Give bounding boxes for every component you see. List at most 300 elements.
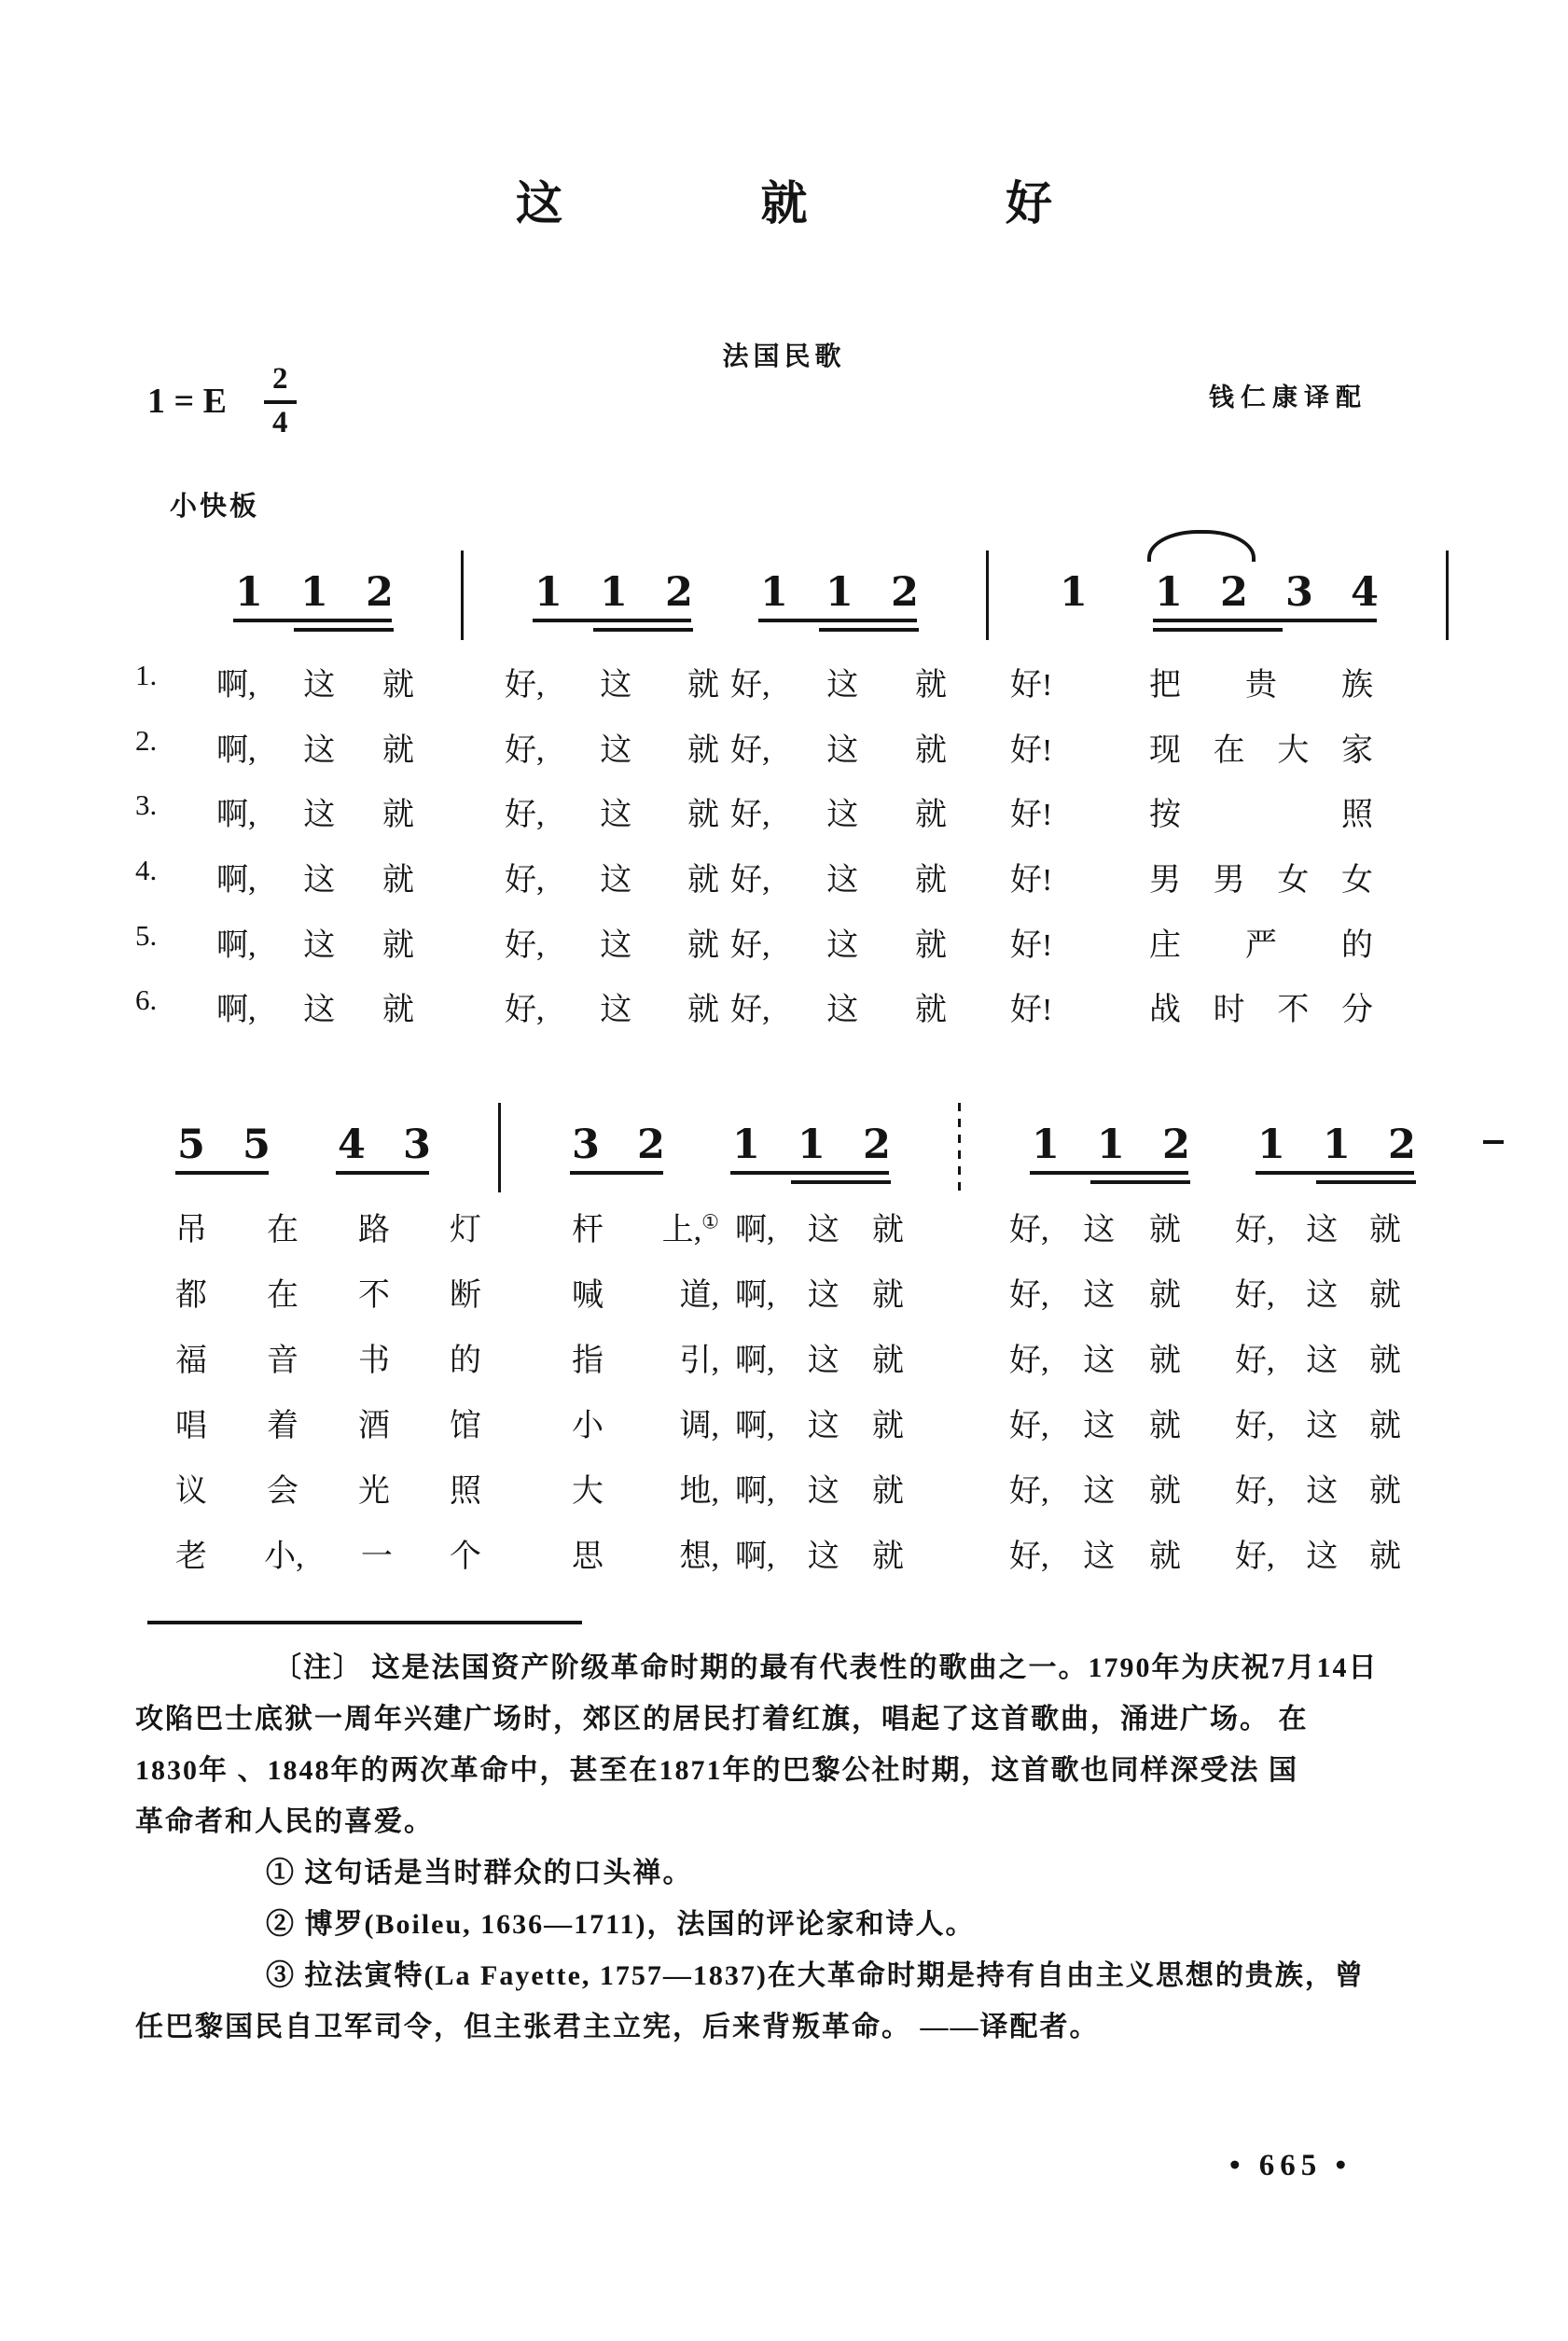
lyric-syllable: 就 (872, 1213, 904, 1247)
verse-row (0, 854, 1568, 899)
verse-number (135, 724, 187, 758)
verse-row (0, 983, 1568, 1028)
lyric-syllable: 就 (1369, 1474, 1401, 1509)
footnote-line: 任巴黎国民自卫军司令，但主张君主立宪，后来背叛革命。 ——译配者。 (135, 2012, 1100, 2042)
note-group (177, 1122, 271, 1168)
lyric-cell (735, 1269, 904, 1315)
note-digit: 5 (243, 1122, 271, 1168)
lyric-cell (1149, 919, 1373, 965)
lyric-cell (175, 1400, 481, 1445)
note-group (235, 569, 394, 616)
lyric-syllable: 就 (872, 1540, 904, 1574)
lyric-syllable: 这 (826, 863, 859, 898)
lyric-syllable: 一 (360, 1540, 393, 1574)
beam-line-2 (1316, 1180, 1416, 1184)
lyric-syllable: 就 (1149, 1409, 1181, 1443)
footnote-line: 1830年 、1848年的两次革命中，甚至在1871年的巴黎公社时期，这首歌也同样深受法 国 (135, 1755, 1298, 1786)
lyric-syllable: 好, (505, 928, 545, 963)
music-line-1 (235, 569, 1449, 640)
lyric-syllable: 这 (600, 993, 632, 1027)
barline (986, 550, 989, 640)
lyric-cell (735, 1465, 904, 1511)
lyric-syllable: 就 (1369, 1540, 1401, 1574)
lyric-syllable: 这 (600, 798, 632, 832)
lyric-cell (1009, 1269, 1181, 1315)
lyric-syllable: 就 (687, 993, 719, 1027)
beam-line (336, 1171, 429, 1175)
lyric-syllable: 这 (826, 733, 859, 768)
verse-row (0, 1334, 1568, 1379)
lyric-syllable: 调, (679, 1409, 719, 1443)
lyric-syllable: 就 (915, 798, 947, 832)
arranger-credit: 钱仁康译配 (1209, 383, 1367, 411)
lyric-cell (730, 854, 947, 899)
lyric-syllable: 在 (267, 1213, 298, 1247)
lyric-syllable: 灯 (450, 1213, 481, 1247)
note-digit: 1 (534, 569, 562, 616)
lyric-syllable: 这 (1306, 1540, 1339, 1574)
lyric-cell (572, 1334, 719, 1380)
beam-line-2 (593, 628, 693, 632)
lyric-syllable: 1. (135, 659, 158, 691)
beam-line (533, 619, 691, 622)
note-group (760, 569, 919, 616)
verse-row (0, 1465, 1568, 1510)
lyric-cell (1009, 1465, 1181, 1511)
lyric-cell (1009, 1204, 1181, 1249)
lyric-cell (730, 724, 947, 770)
lyric-syllable: 都 (175, 1278, 207, 1313)
lyric-syllable: 思 (572, 1540, 604, 1574)
lyric-syllable: 好, (1235, 1474, 1275, 1509)
lyric-cell (216, 788, 414, 834)
lyric-syllable: 这 (807, 1344, 840, 1378)
lyric-cell (1010, 724, 1075, 770)
lyric-syllable: 就 (915, 863, 947, 898)
lyric-syllable: 就 (872, 1344, 904, 1378)
source-label: 法国民歌 (722, 342, 846, 371)
note-digit: 1 (235, 569, 263, 616)
note-digit: 1 (1097, 1122, 1125, 1168)
lyric-cell (505, 919, 719, 965)
page-title: 这 就 好 (516, 177, 1145, 230)
lyric-cell (730, 919, 947, 965)
footnote-line: 革命者和人民的喜爱。 (135, 1806, 434, 1837)
lyric-syllable: 这 (303, 863, 336, 898)
key-and-time-signature (147, 362, 297, 441)
beam-line (570, 1171, 663, 1175)
lyric-syllable: 这 (1083, 1278, 1116, 1313)
note-digit: 5 (177, 1122, 205, 1168)
lyric-syllable: 就 (687, 668, 719, 703)
verse-row (0, 1204, 1568, 1248)
lyric-syllable: 这 (1306, 1474, 1339, 1509)
verse-number (135, 919, 187, 953)
lyric-syllable: 啊, (216, 993, 257, 1027)
lyric-cell (1235, 1269, 1401, 1315)
lyric-cell (175, 1204, 481, 1249)
lyric-syllable: 路 (358, 1213, 390, 1247)
lyric-syllable: 光 (358, 1474, 390, 1509)
lyric-syllable: 就 (382, 668, 414, 703)
lyric-syllable: 喊 (572, 1278, 604, 1313)
lyric-syllable: 想, (679, 1540, 719, 1574)
lyric-syllable: 这 (1083, 1474, 1116, 1509)
lyric-syllable: 这 (807, 1213, 840, 1247)
lyric-syllable: 就 (915, 733, 947, 768)
lyric-syllable: 好! (1010, 863, 1053, 898)
lyric-syllable: 就 (1149, 1474, 1181, 1509)
verse-row (0, 659, 1568, 704)
lyric-syllable: 这 (303, 928, 336, 963)
lyric-syllable: 道, (679, 1278, 719, 1313)
lyric-syllable: 就 (1149, 1540, 1181, 1574)
note-group (1155, 569, 1379, 616)
lyric-syllable: 好, (1009, 1409, 1049, 1443)
lyric-cell (175, 1334, 481, 1380)
lyric-syllable: 断 (450, 1278, 481, 1313)
lyric-syllable: 这 (600, 733, 632, 768)
verse-number (135, 659, 187, 692)
lyric-syllable: 就 (872, 1409, 904, 1443)
lyric-syllable: 好, (730, 928, 770, 963)
lyric-syllable: 指 (572, 1344, 604, 1378)
lyric-syllable: 会 (267, 1474, 298, 1509)
lyric-cell (505, 788, 719, 834)
verse-row (0, 1400, 1568, 1444)
lyric-cell (1149, 724, 1373, 770)
beam-line (1153, 619, 1377, 622)
lyric-cell (505, 983, 719, 1029)
lyric-syllable: 就 (872, 1474, 904, 1509)
lyric-cell (735, 1530, 904, 1576)
lyric-syllable: 这 (1083, 1213, 1116, 1247)
lyric-syllable: 啊, (735, 1344, 775, 1378)
lyric-syllable: 唱 (175, 1409, 207, 1443)
beam-line (233, 619, 392, 622)
lyric-syllable: 这 (600, 668, 632, 703)
note-digit: 1 (600, 569, 628, 616)
lyric-syllable: 好, (505, 798, 545, 832)
lyric-syllable: 好! (1010, 668, 1053, 703)
lyric-syllable: 好, (1235, 1344, 1275, 1378)
footnote-ref-1: ① (701, 1210, 719, 1233)
lyric-cell (1149, 983, 1373, 1029)
lyric-syllable: 照 (1341, 798, 1373, 832)
lyric-syllable: 这 (807, 1474, 840, 1509)
lyric-cell (735, 1400, 904, 1445)
beam-line (758, 619, 917, 622)
lyric-syllable: 好, (505, 668, 545, 703)
note-digit: 4 (1351, 569, 1379, 616)
lyric-syllable: 就 (915, 668, 947, 703)
note-digit: 2 (366, 569, 394, 616)
note-group (534, 569, 693, 616)
note-digit: 3 (572, 1122, 600, 1168)
lyric-syllable: 现 (1149, 733, 1181, 768)
lyric-syllable: 上,① (661, 1210, 719, 1247)
beam-line (175, 1171, 269, 1175)
lyric-syllable: 好! (1010, 928, 1053, 963)
lyric-syllable: 这 (826, 668, 859, 703)
verse-row (0, 724, 1568, 769)
lyric-cell (1235, 1530, 1401, 1576)
lyric-syllable: 女 (1277, 863, 1310, 898)
lyric-syllable: 音 (267, 1344, 298, 1378)
lyric-syllable: 着 (267, 1409, 298, 1443)
lyric-syllable: 就 (1149, 1213, 1181, 1247)
barline-dashed (958, 1103, 961, 1192)
lyric-cell (572, 1400, 719, 1445)
lyric-syllable: 照 (450, 1474, 481, 1509)
lyric-cell (175, 1530, 481, 1576)
lyric-syllable: 的 (1341, 928, 1373, 963)
lyric-cell (216, 854, 414, 899)
lyric-syllable: 这 (1306, 1278, 1339, 1313)
lyric-syllable: 吊 (175, 1213, 207, 1247)
note-digit: 3 (1285, 569, 1313, 616)
lyric-syllable: 好, (1235, 1213, 1275, 1247)
lyric-syllable: 好, (505, 863, 545, 898)
lyric-syllable: 这 (600, 928, 632, 963)
verse-number (135, 788, 187, 822)
note-group (1257, 1122, 1416, 1168)
verse-number (135, 983, 187, 1017)
lyric-syllable: 就 (687, 863, 719, 898)
footnote-block (135, 1642, 1452, 2053)
lyric-syllable: 好, (1009, 1344, 1049, 1378)
note-digit: 1 (1257, 1122, 1285, 1168)
note-digit: 1 (760, 569, 788, 616)
lyric-cell (572, 1269, 719, 1315)
lyric-cell (730, 788, 947, 834)
lyric-syllable: 啊, (216, 798, 257, 832)
lyric-cell (1010, 919, 1075, 965)
note-digit: 2 (637, 1122, 665, 1168)
lyric-syllable: 就 (687, 798, 719, 832)
lyric-syllable: 这 (1083, 1344, 1116, 1378)
lyric-syllable: 这 (807, 1409, 840, 1443)
lyric-syllable: 小 (572, 1409, 604, 1443)
lyric-syllable: 好, (730, 733, 770, 768)
lyric-syllable: 小, (264, 1540, 304, 1574)
lyric-syllable: 这 (826, 928, 859, 963)
footnote-line: 攻陷巴士底狱一周年兴建广场时，郊区的居民打着红旗，唱起了这首歌曲，涌进广场。 在 (135, 1704, 1309, 1735)
lyric-syllable: 这 (1306, 1213, 1339, 1247)
lyric-syllable: 啊, (735, 1474, 775, 1509)
lyric-syllable: 分 (1340, 993, 1373, 1027)
slur-arc (1147, 530, 1256, 562)
note-digit: 1 (1060, 569, 1088, 616)
lyric-syllable: 时 (1213, 993, 1245, 1027)
lyric-syllable: 啊, (216, 733, 257, 768)
lyric-syllable: 啊, (216, 668, 257, 703)
barline (461, 550, 464, 640)
note-group (572, 1122, 665, 1168)
lyric-syllable: 这 (1083, 1540, 1116, 1574)
lyric-syllable: 在 (1213, 733, 1245, 768)
key-signature: 1 = E (147, 382, 227, 422)
lyric-syllable: 就 (1369, 1409, 1401, 1443)
lyric-syllable: 严 (1245, 928, 1277, 963)
lyric-syllable: 4. (135, 854, 158, 886)
note-digit: 2 (1388, 1122, 1416, 1168)
lyric-cell (1235, 1204, 1401, 1249)
beam-line-2 (294, 628, 394, 632)
lyric-syllable: 好, (1009, 1540, 1049, 1574)
lyric-syllable: 好, (1235, 1540, 1275, 1574)
lyric-syllable: 就 (915, 993, 947, 1027)
beam-line (1030, 1171, 1188, 1175)
lyric-syllable: 啊, (735, 1409, 775, 1443)
lyric-cell (1010, 659, 1075, 704)
lyric-syllable: 这 (303, 733, 336, 768)
lyric-syllable: 家 (1340, 733, 1373, 768)
beam-line-2 (819, 628, 919, 632)
lyric-syllable: 贵 (1245, 668, 1277, 703)
verse-row (0, 919, 1568, 964)
lyric-syllable: 就 (382, 928, 414, 963)
lyric-syllable: 6. (135, 983, 158, 1016)
lyric-cell (572, 1465, 719, 1511)
lyric-syllable: 就 (687, 928, 719, 963)
note-digit: 3 (403, 1122, 431, 1168)
lyric-syllable: 馆 (450, 1409, 481, 1443)
lyric-syllable: 杆 (572, 1213, 604, 1247)
lyric-cell (175, 1269, 481, 1315)
barline (498, 1103, 501, 1192)
lyric-cell (505, 854, 719, 899)
lyric-syllable: 就 (1149, 1344, 1181, 1378)
lyric-syllable: 不 (1277, 993, 1310, 1027)
lyric-cell (1010, 854, 1075, 899)
lyric-cell (216, 983, 414, 1029)
lyric-cell (1149, 854, 1373, 899)
lyric-cell (1235, 1400, 1401, 1445)
lyric-syllable: 就 (1369, 1278, 1401, 1313)
lyric-syllable: 议 (175, 1474, 207, 1509)
lyric-syllable: 就 (382, 798, 414, 832)
lyric-syllable: 这 (807, 1540, 840, 1574)
music-line-2 (177, 1122, 1504, 1192)
lyric-cell (572, 1530, 719, 1576)
lyric-syllable: 这 (600, 863, 632, 898)
lyric-syllable: 男 (1213, 863, 1245, 898)
note-digit: 2 (1220, 569, 1248, 616)
lyric-syllable: 好, (730, 993, 770, 1027)
lyric-syllable: 不 (358, 1278, 390, 1313)
note-digit: 1 (300, 569, 328, 616)
verse-row (0, 788, 1568, 833)
lyric-cell (1149, 659, 1373, 704)
lyric-syllable: 啊, (735, 1213, 775, 1247)
lyric-syllable: 好, (730, 863, 770, 898)
time-signature-denominator: 4 (272, 405, 288, 439)
lyric-cell (1010, 983, 1075, 1029)
note-group (1060, 569, 1088, 616)
note-digit: 2 (863, 1122, 891, 1168)
barline (1446, 550, 1449, 640)
footnote-line: 〔注〕 这是法国资产阶级革命时期的最有代表性的歌曲之一。1790年为庆祝7月14日 (273, 1652, 1379, 1683)
lyric-syllable: 庄 (1149, 928, 1181, 963)
lyric-cell (735, 1204, 904, 1249)
lyric-syllable: 啊, (735, 1540, 775, 1574)
beam-line-2 (791, 1180, 891, 1184)
footnote-divider (147, 1621, 582, 1624)
lyric-syllable: 按 (1149, 798, 1181, 832)
lyric-syllable: 书 (358, 1344, 390, 1378)
lyric-syllable: 男 (1149, 863, 1181, 898)
lyric-syllable: 的 (450, 1344, 481, 1378)
lyric-syllable: 这 (1083, 1409, 1116, 1443)
lyric-cell (1235, 1334, 1401, 1380)
lyric-syllable: 好, (1009, 1474, 1049, 1509)
lyric-syllable: 好! (1010, 798, 1053, 832)
lyric-syllable: 3. (135, 788, 158, 821)
lyric-cell (1149, 788, 1373, 834)
lyric-syllable: 好, (730, 798, 770, 832)
beam-line (1256, 1171, 1414, 1175)
lyric-syllable: 这 (303, 993, 336, 1027)
beam-line-2 (1090, 1180, 1190, 1184)
lyric-syllable: 这 (807, 1278, 840, 1313)
lyric-cell (175, 1465, 481, 1511)
time-signature (264, 362, 297, 441)
verse-number (135, 854, 187, 887)
lyric-cell (216, 919, 414, 965)
lyric-syllable: 个 (449, 1540, 481, 1574)
lyric-cell (216, 659, 414, 704)
note-group (732, 1122, 891, 1168)
footnote-line: ③ 拉法寅特(La Fayette, 1757—1837)在大革命时期是持有自由主义思想的贵族，曾 (266, 1960, 1365, 1991)
lyric-syllable: 这 (303, 668, 336, 703)
note-digit: 1 (732, 1122, 760, 1168)
lyric-syllable: 这 (826, 993, 859, 1027)
note-digit: 1 (1323, 1122, 1351, 1168)
beam-line (730, 1171, 889, 1175)
verse-row (0, 1530, 1568, 1575)
verse-row (0, 1269, 1568, 1314)
lyric-cell (216, 724, 414, 770)
lyric-syllable: 战 (1149, 993, 1181, 1027)
lyric-syllable: 好, (1009, 1278, 1049, 1313)
lyric-syllable: 地, (679, 1474, 719, 1509)
lyric-cell (735, 1334, 904, 1380)
note-digit: 1 (1032, 1122, 1060, 1168)
lyric-syllable: 这 (303, 798, 336, 832)
lyric-syllable: 福 (175, 1344, 207, 1378)
note-digit: 1 (798, 1122, 826, 1168)
lyric-syllable: 就 (1149, 1278, 1181, 1313)
lyric-syllable: 好, (1235, 1409, 1275, 1443)
note-digit: 2 (665, 569, 693, 616)
lyric-syllable: 好, (730, 668, 770, 703)
page-number: • 665 • (1229, 2149, 1353, 2182)
lyric-syllable: 酒 (358, 1409, 390, 1443)
lyric-syllable: 把 (1149, 668, 1181, 703)
note-group (338, 1122, 431, 1168)
note-digit: 1 (1155, 569, 1183, 616)
lyric-syllable: 就 (687, 733, 719, 768)
lyric-syllable: 引, (679, 1344, 719, 1378)
lyric-syllable: 2. (135, 724, 158, 757)
lyric-syllable: 好, (505, 993, 545, 1027)
lyric-syllable: 啊, (216, 928, 257, 963)
lyric-cell (730, 983, 947, 1029)
lyric-cell (1009, 1334, 1181, 1380)
note-digit: 1 (826, 569, 853, 616)
lyric-syllable: 就 (382, 993, 414, 1027)
